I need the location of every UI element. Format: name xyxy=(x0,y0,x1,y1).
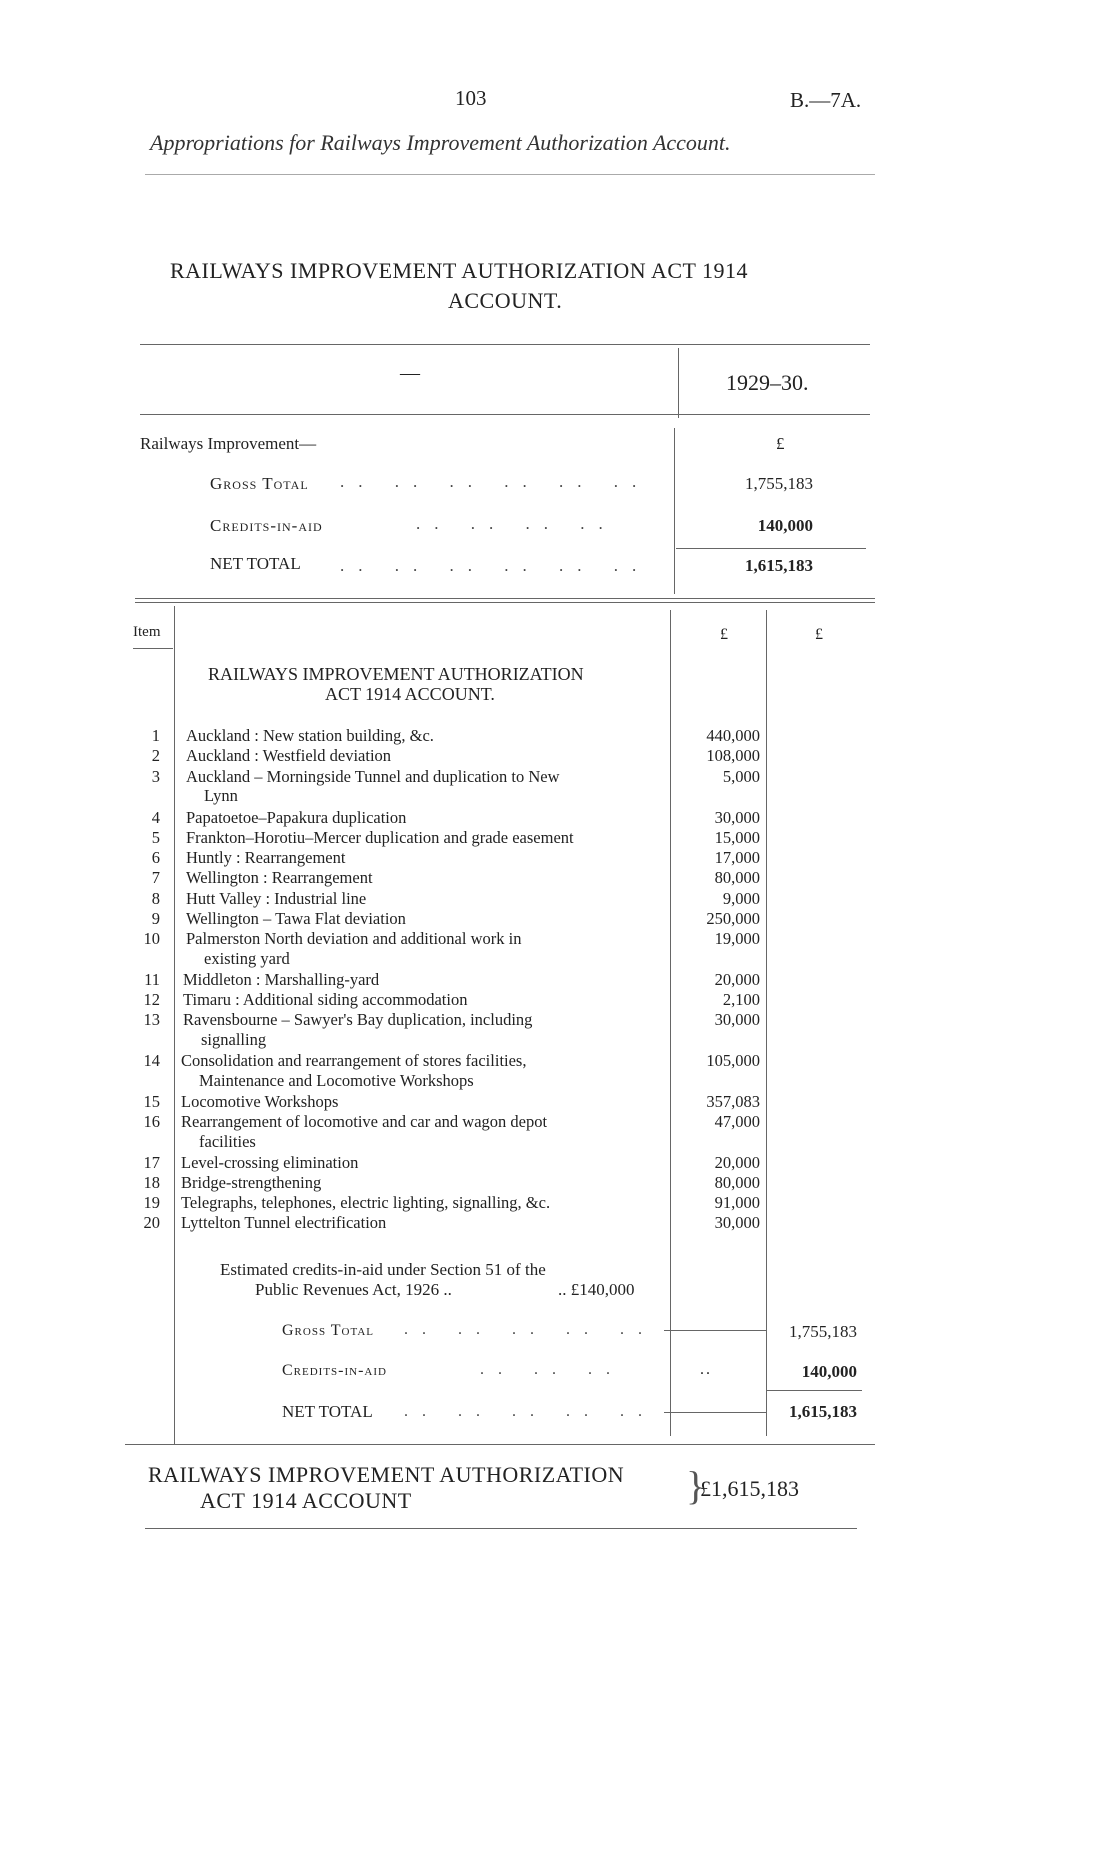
item-description: Frankton–Horotiu–Mercer duplication and grade easement xyxy=(186,828,574,847)
header-rule xyxy=(145,174,875,175)
footer-title-line2: ACT 1914 ACCOUNT xyxy=(200,1488,412,1513)
summary-column-dash: — xyxy=(400,362,420,384)
item-amount: 105,000 xyxy=(706,1051,760,1070)
item-description: Auckland : Westfield deviation xyxy=(186,746,392,765)
item-amount: 20,000 xyxy=(714,970,760,989)
item-number: 18 xyxy=(143,1173,160,1192)
detail-gross-label: Gross Total xyxy=(282,1322,375,1339)
item-amount: 2,100 xyxy=(722,990,760,1009)
detail-currency-2: £ xyxy=(815,626,823,643)
item-amount: 5,000 xyxy=(722,767,760,786)
item-number: 14 xyxy=(143,1051,160,1070)
summary-divider xyxy=(674,428,675,594)
detail-gross-dots: .. .. .. .. .. xyxy=(404,1321,656,1338)
detail-net-dots: .. .. .. .. .. xyxy=(404,1403,656,1420)
detail-net-value: 1,615,183 xyxy=(789,1402,857,1421)
detail-top-rule-b xyxy=(135,602,875,603)
item-description-continued: existing yard xyxy=(204,949,290,968)
credits-note-line1: Estimated credits-in-aid under Section 51 of the xyxy=(220,1260,546,1279)
item-description: Consolidation and rearrangement of stores facilities, xyxy=(181,1051,527,1070)
footer-amount: £1,615,183 xyxy=(700,1476,799,1501)
item-amount: 80,000 xyxy=(714,1173,760,1192)
item-amount: 30,000 xyxy=(714,1213,760,1232)
item-amount: 9,000 xyxy=(722,889,760,908)
item-description: Wellington – Tawa Flat deviation xyxy=(186,909,406,928)
document-title-line2: ACCOUNT. xyxy=(448,288,563,313)
item-description-continued: facilities xyxy=(199,1132,256,1151)
item-number: 9 xyxy=(151,909,160,928)
item-number: 11 xyxy=(144,970,160,989)
summary-year: 1929–30. xyxy=(726,370,809,395)
detail-bottom-rule xyxy=(125,1444,875,1445)
summary-gross-value: 1,755,183 xyxy=(745,474,813,493)
item-description: Bridge-strengthening xyxy=(181,1173,322,1192)
item-amount: 91,000 xyxy=(714,1193,760,1212)
credits-note-amount: .. £140,000 xyxy=(558,1280,635,1299)
item-amount: 17,000 xyxy=(714,848,760,867)
item-number: 1 xyxy=(151,726,160,745)
item-amount: 20,000 xyxy=(714,1153,760,1172)
credits-note-line2: Public Revenues Act, 1926 .. xyxy=(255,1280,452,1299)
summary-net-value: 1,615,183 xyxy=(745,556,813,575)
footer-title-line1: RAILWAYS IMPROVEMENT AUTHORIZATION xyxy=(148,1462,625,1487)
item-number: 17 xyxy=(143,1153,160,1172)
summary-header-rule xyxy=(140,414,870,415)
item-description: Hutt Valley : Industrial line xyxy=(186,889,367,908)
item-number: 13 xyxy=(143,1010,160,1029)
item-amount: 47,000 xyxy=(714,1112,760,1131)
summary-credits-dots: .. .. .. .. xyxy=(416,514,617,533)
item-number: 12 xyxy=(143,990,160,1009)
item-description-continued: signalling xyxy=(201,1030,267,1049)
document-title-line1: RAILWAYS IMPROVEMENT AUTHORIZATION ACT 1914 xyxy=(170,258,749,283)
item-amount: 108,000 xyxy=(706,746,760,765)
item-description: Middleton : Marshalling-yard xyxy=(183,970,380,989)
item-number: 4 xyxy=(151,808,160,827)
summary-credits-label: Credits-in-aid xyxy=(210,516,323,535)
detail-heading-line1: RAILWAYS IMPROVEMENT AUTHORIZATION xyxy=(208,664,584,684)
item-description: Auckland – Morningside Tunnel and duplication to New xyxy=(186,767,560,786)
detail-subtotal-rule xyxy=(766,1390,862,1391)
item-description-continued: Lynn xyxy=(204,786,238,805)
item-amount: 80,000 xyxy=(714,868,760,887)
item-description: Rearrangement of locomotive and car and wagon depot xyxy=(181,1112,548,1131)
item-amount: 30,000 xyxy=(714,808,760,827)
detail-net-label: NET TOTAL xyxy=(282,1402,373,1421)
summary-gross-label: Gross Total xyxy=(210,474,309,493)
item-description: Wellington : Rearrangement xyxy=(186,868,373,887)
detail-gross-value: 1,755,183 xyxy=(789,1322,857,1341)
summary-currency: £ xyxy=(776,434,785,453)
summary-gross-dots: .. .. .. .. .. .. xyxy=(340,472,651,491)
detail-top-rule-a xyxy=(135,598,875,599)
item-number: 19 xyxy=(143,1193,160,1212)
detail-credits-dots: .. .. .. xyxy=(480,1361,624,1378)
item-description: Locomotive Workshops xyxy=(181,1092,339,1111)
summary-net-dots: .. .. .. .. .. .. xyxy=(340,556,651,575)
item-amount: 250,000 xyxy=(706,909,760,928)
detail-gross-dash xyxy=(664,1330,766,1331)
item-description: Palmerston North deviation and additional work in xyxy=(186,929,522,948)
summary-credits-value: 140,000 xyxy=(757,516,813,535)
item-amount: 357,083 xyxy=(706,1092,760,1111)
footer-rule xyxy=(145,1528,857,1529)
item-amount: 19,000 xyxy=(714,929,760,948)
item-number: 20 xyxy=(143,1213,160,1232)
item-amount: 440,000 xyxy=(706,726,760,745)
item-number: 3 xyxy=(151,767,160,786)
item-header-rule xyxy=(133,648,173,649)
item-description: Huntly : Rearrangement xyxy=(186,848,346,867)
page-subtitle: Appropriations for Railways Improvement Authorization Account. xyxy=(150,130,731,155)
brace-icon: } xyxy=(686,1463,706,1508)
summary-subtotal-rule xyxy=(676,548,866,549)
item-number: 5 xyxy=(151,828,160,847)
item-number: 16 xyxy=(143,1112,160,1131)
summary-top-rule xyxy=(140,344,870,345)
summary-section-label: Railways Improvement— xyxy=(140,434,317,453)
page-number: 103 xyxy=(455,86,487,110)
detail-credits-dots-amount: .. xyxy=(700,1361,712,1378)
item-number: 8 xyxy=(151,889,160,908)
item-number: 10 xyxy=(143,929,160,948)
item-description: Auckland : New station building, &c. xyxy=(186,726,434,745)
detail-credits-label: Credits-in-aid xyxy=(282,1362,387,1379)
document-code: B.—7A. xyxy=(790,88,862,112)
item-description: Telegraphs, telephones, electric lighting, signalling, &c. xyxy=(181,1193,551,1212)
detail-credits-value: 140,000 xyxy=(801,1362,857,1381)
item-number: 7 xyxy=(151,868,160,887)
detail-net-dash xyxy=(664,1412,766,1413)
item-number: 15 xyxy=(143,1092,160,1111)
summary-net-label: NET TOTAL xyxy=(210,554,301,573)
item-number: 6 xyxy=(151,848,160,867)
item-amount: 30,000 xyxy=(714,1010,760,1029)
detail-item-divider xyxy=(174,606,175,1444)
detail-currency-1: £ xyxy=(720,626,728,643)
detail-heading-line2: ACT 1914 ACCOUNT. xyxy=(325,684,495,704)
detail-item-header: Item xyxy=(133,624,161,640)
item-description: Timaru : Additional siding accommodation xyxy=(183,990,468,1009)
item-number: 2 xyxy=(151,746,160,765)
item-description: Papatoetoe–Papakura duplication xyxy=(186,808,407,827)
item-description: Ravensbourne – Sawyer's Bay duplication, including xyxy=(183,1010,533,1029)
detail-total-divider xyxy=(766,610,767,1436)
item-description-continued: Maintenance and Locomotive Workshops xyxy=(199,1071,474,1090)
summary-divider-upper xyxy=(678,348,679,418)
item-description: Level-crossing elimination xyxy=(181,1153,359,1172)
item-description: Lyttelton Tunnel electrification xyxy=(181,1213,387,1232)
item-amount: 15,000 xyxy=(714,828,760,847)
